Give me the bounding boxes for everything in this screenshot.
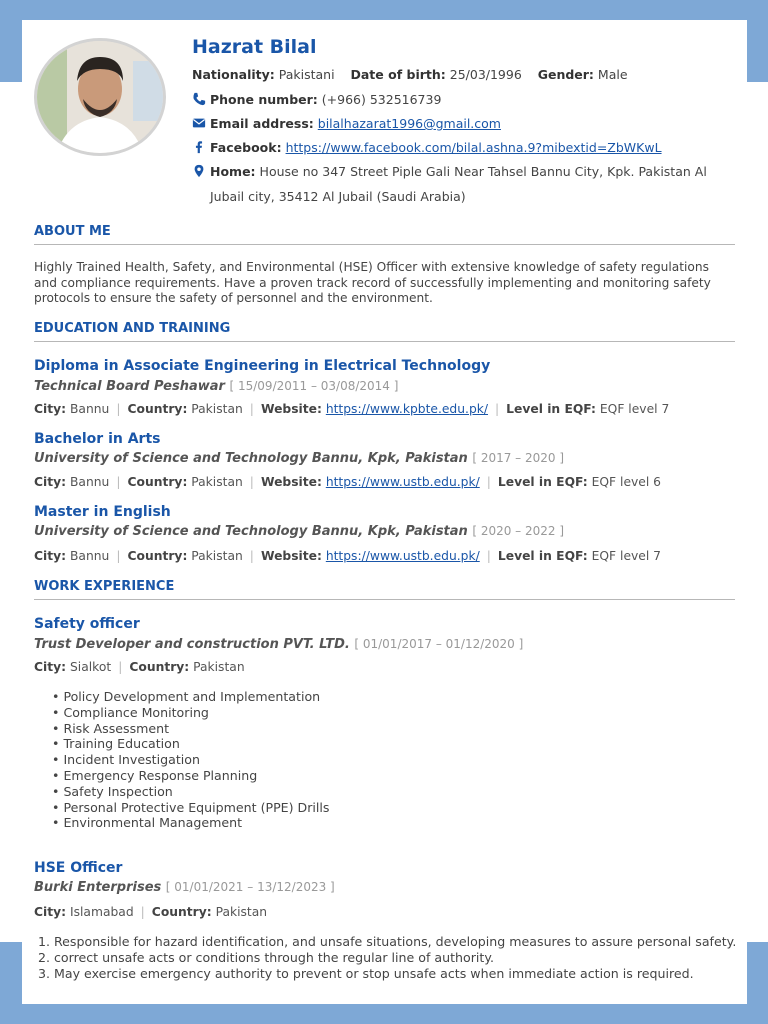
list-item: • Safety Inspection (52, 784, 329, 800)
country-value: Pakistan (191, 475, 243, 489)
personal-details (192, 67, 628, 82)
job-meta: City: Sialkot | Country: Pakistan (34, 660, 245, 674)
city-value: Bannu (69, 475, 110, 489)
location-pin-icon (192, 164, 206, 178)
list-item: 1. Responsible for hazard identification, and unsafe situations, developing measures to assure personal safety. (54, 934, 736, 950)
city-label: City: (34, 905, 67, 919)
city-label: City: (34, 475, 67, 489)
education-dates: [ 2020 – 2022 ] (472, 524, 565, 538)
employer (34, 880, 335, 895)
city-value: Islamabad (69, 905, 134, 919)
education-title: Bachelor in Arts (34, 431, 161, 447)
nationality-label: Nationality: (192, 67, 275, 82)
website-link[interactable]: https://www.ustb.edu.pk/ (325, 475, 480, 489)
home-address-line1: House no 347 Street Piple Gali Near Tahsel Bannu City, Kpk. Pakistan Al (259, 164, 707, 179)
employer-name: Burki Enterprises (34, 880, 162, 895)
email-row (192, 116, 501, 131)
country-label: Country: (129, 660, 190, 674)
phone-value: (+966) 532516739 (321, 92, 442, 107)
dob-label: Date of birth: (350, 67, 446, 82)
city-value: Bannu (69, 402, 110, 416)
employer-name: Trust Developer and construction PVT. LTD. (34, 637, 350, 652)
website-label: Website: (260, 549, 322, 563)
job-dates: [ 01/01/2021 – 13/12/2023 ] (165, 880, 335, 894)
home-row (192, 164, 707, 179)
duties-list (36, 934, 736, 981)
education-title: Diploma in Associate Engineering in Electrical Technology (34, 358, 491, 374)
gender-value: Male (597, 67, 628, 82)
country-label: Country: (151, 905, 212, 919)
job-title: Safety officer (34, 616, 140, 632)
duties-list (52, 689, 329, 831)
facebook-link[interactable]: https://www.facebook.com/bilal.ashna.9?mibextid=ZbWKwL (285, 140, 662, 155)
dob-value: 25/03/1996 (449, 67, 522, 82)
list-item: • Personal Protective Equipment (PPE) Drills (52, 800, 329, 816)
job-dates: [ 01/01/2017 – 01/12/2020 ] (354, 637, 524, 651)
employer (34, 637, 523, 652)
website-link[interactable]: https://www.kpbte.edu.pk/ (325, 402, 489, 416)
phone-icon (192, 92, 206, 106)
list-item: • Risk Assessment (52, 721, 329, 737)
list-item: • Incident Investigation (52, 752, 329, 768)
person-name: Hazrat Bilal (192, 36, 317, 58)
education-dates: [ 2017 – 2020 ] (472, 451, 565, 465)
country-label: Country: (127, 475, 188, 489)
website-link[interactable]: https://www.ustb.edu.pk/ (325, 549, 480, 563)
education-institution (34, 451, 564, 466)
website-label: Website: (260, 402, 322, 416)
institution-name: Technical Board Peshawar (34, 379, 225, 394)
eqf-label: Level in EQF: (497, 475, 588, 489)
list-item: 2. correct unsafe acts or conditions through the regular line of authority. (54, 950, 736, 966)
education-dates: [ 15/09/2011 – 03/08/2014 ] (229, 379, 399, 393)
country-value: Pakistan (193, 660, 245, 674)
country-value: Pakistan (191, 549, 243, 563)
work-heading: WORK EXPERIENCE (34, 579, 735, 600)
list-item: • Environmental Management (52, 815, 329, 831)
profile-photo (34, 38, 166, 156)
job-title: HSE Officer (34, 860, 123, 876)
phone-label: Phone number: (210, 92, 318, 107)
eqf-value: EQF level 6 (591, 475, 661, 489)
education-institution (34, 524, 564, 539)
facebook-label: Facebook: (210, 140, 282, 155)
gender-label: Gender: (537, 67, 594, 82)
home-label: Home: (210, 164, 256, 179)
education-meta: City: Bannu | Country: Pakistan | Website: https://www.ustb.edu.pk/ | Level in EQF: EQF level 6 (34, 475, 661, 489)
country-value: Pakistan (215, 905, 268, 919)
envelope-icon (192, 116, 206, 130)
job-meta: City: Islamabad | Country: Pakistan (34, 905, 268, 919)
city-label: City: (34, 660, 67, 674)
country-label: Country: (127, 402, 188, 416)
country-value: Pakistan (191, 402, 243, 416)
city-label: City: (34, 549, 67, 563)
education-heading: EDUCATION AND TRAINING (34, 321, 735, 342)
list-item: • Policy Development and Implementation (52, 689, 329, 705)
email-link[interactable]: bilalhazarat1996@gmail.com (317, 116, 501, 131)
eqf-label: Level in EQF: (497, 549, 588, 563)
city-value: Sialkot (69, 660, 112, 674)
list-item: 3. May exercise emergency authority to prevent or stop unsafe acts when immediate action is required. (54, 966, 736, 982)
home-address-line2: Jubail city, 35412 Al Jubail (Saudi Arabia) (210, 189, 466, 204)
education-meta: City: Bannu | Country: Pakistan | Website: https://www.kpbte.edu.pk/ | Level in EQF: EQF level 7 (34, 402, 670, 416)
education-institution (34, 379, 398, 394)
list-item: • Compliance Monitoring (52, 705, 329, 721)
institution-name: University of Science and Technology Bannu, Kpk, Pakistan (34, 524, 468, 539)
phone-row (192, 92, 441, 107)
eqf-label: Level in EQF: (506, 402, 596, 416)
nationality-value: Pakistani (278, 67, 335, 82)
list-item: • Emergency Response Planning (52, 768, 329, 784)
eqf-value: EQF level 7 (599, 402, 670, 416)
education-meta: City: Bannu | Country: Pakistan | Website: https://www.ustb.edu.pk/ | Level in EQF: EQF level 7 (34, 549, 661, 563)
facebook-row (192, 140, 662, 155)
city-label: City: (34, 402, 67, 416)
education-title: Master in English (34, 504, 171, 520)
city-value: Bannu (69, 549, 110, 563)
institution-name: University of Science and Technology Bannu, Kpk, Pakistan (34, 451, 468, 466)
country-label: Country: (127, 549, 188, 563)
eqf-value: EQF level 7 (591, 549, 661, 563)
about-text: Highly Trained Health, Safety, and Environmental (HSE) Officer with extensive knowledge of safety regulations and compliance requirements. Have a proven track record of successfully implementing and monitoring safety protocols to ensure the safety of personnel and the environment. (34, 260, 711, 305)
facebook-icon (192, 140, 206, 154)
list-item: • Training Education (52, 736, 329, 752)
website-label: Website: (260, 475, 322, 489)
about-heading: ABOUT ME (34, 224, 735, 245)
email-label: Email address: (210, 116, 314, 131)
